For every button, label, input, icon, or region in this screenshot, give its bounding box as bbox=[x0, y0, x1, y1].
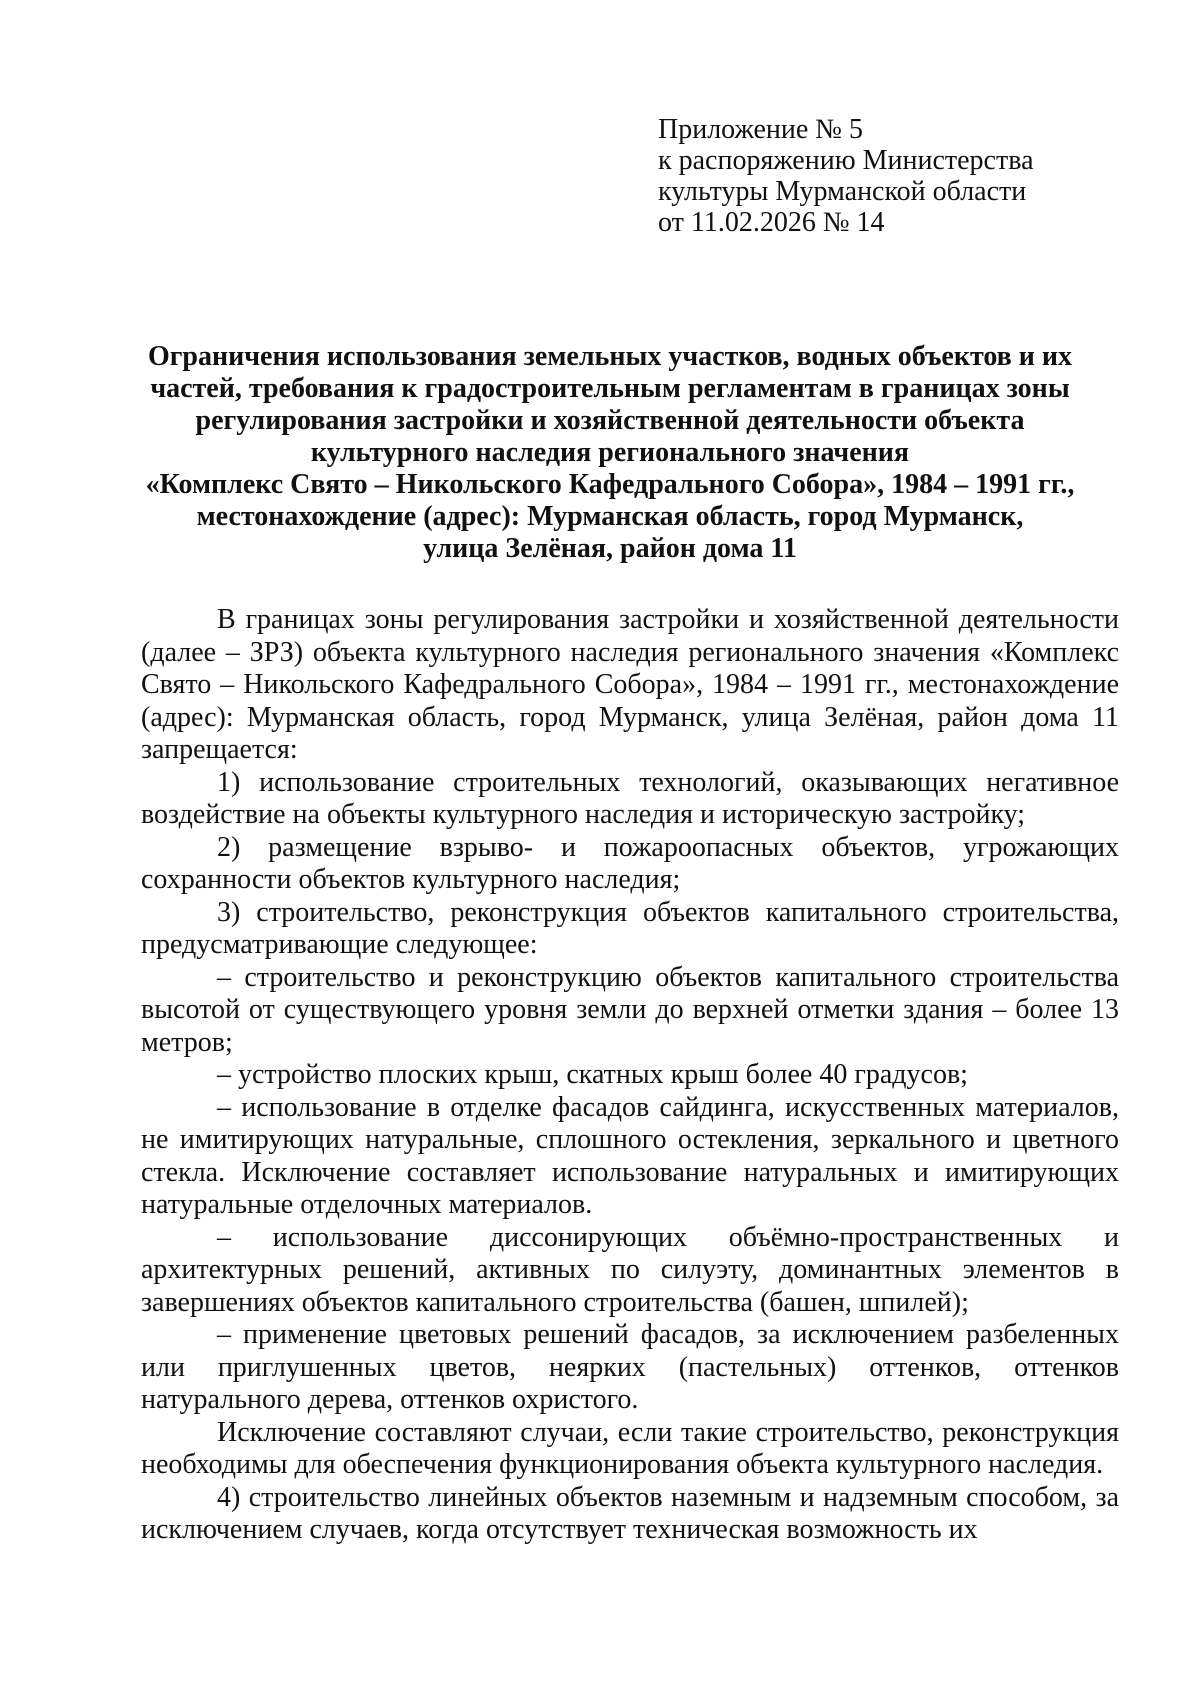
appendix-date-number: от 11.02.2026 № 14 bbox=[658, 207, 885, 238]
list-item-1: 1) использование строительных технологий, оказывающих негативное воздействие на объекты культурного наследия и историческую застройку; bbox=[141, 766, 1119, 830]
dash-item-dissonant-solutions: – использование диссонирующих объёмно-пространственных и архитектурных решений, активных по силуэту, доминантных элементов в завершениях объектов капитального строительства (башен, шпилей); bbox=[141, 1221, 1119, 1318]
title-line: местонахождение (адрес): Мурманская область, город Мурманск, bbox=[196, 501, 1024, 532]
title-line: улица Зелёная, район дома 11 bbox=[423, 533, 797, 564]
dash-item-height: – строительство и реконструкцию объектов капитального строительства высотой от существующего уровня земли до верхней отметки здания – более 13 метров; bbox=[141, 961, 1119, 1058]
appendix-number: Приложение № 5 bbox=[658, 114, 863, 145]
document-title bbox=[140, 341, 1080, 565]
title-line: частей, требования к градостроительным регламентам в границах зоны bbox=[150, 373, 1070, 404]
appendix-ministry: культуры Мурманской области bbox=[658, 176, 1027, 207]
exception-paragraph: Исключение составляют случаи, если такие строительство, реконструкция необходимы для обеспечения функционирования объекта культурного наследия. bbox=[141, 1416, 1119, 1480]
document-body bbox=[141, 604, 1119, 1547]
title-line: «Комплекс Свято – Никольского Кафедрального Собора», 1984 – 1991 гг., bbox=[145, 469, 1075, 500]
title-line: культурного наследия регионального значения bbox=[310, 437, 910, 468]
list-item-2: 2) размещение взрыво- и пожароопасных объектов, угрожающих сохранности объектов культурного наследия; bbox=[141, 831, 1119, 895]
list-item-3: 3) строительство, реконструкция объектов капитального строительства, предусматривающие следующее: bbox=[141, 896, 1119, 960]
appendix-order-ref: к распоряжению Министерства bbox=[658, 145, 1034, 176]
list-item-4: 4) строительство линейных объектов наземным и надземным способом, за исключением случаев, когда отсутствует техническая возможность их bbox=[141, 1481, 1119, 1545]
title-line: регулирования застройки и хозяйственной деятельности объекта bbox=[195, 405, 1025, 436]
dash-item-facade-colors: – применение цветовых решений фасадов, за исключением разбеленных или приглушенных цветов, неярких (пастельных) оттенков, оттенков натурального дерева, оттенков охристого. bbox=[141, 1319, 1119, 1415]
dash-item-facade-materials: – использование в отделке фасадов сайдинга, искусственных материалов, не имитирующих натуральные, сплошного остекления, зеркального и цветного стекла. Исключение составляет использование натуральных и имитирующих натуральные отделочных материалов. bbox=[141, 1091, 1119, 1220]
intro-paragraph: В границах зоны регулирования застройки и хозяйственной деятельности (далее – ЗРЗ) объекта культурного наследия регионального значения «Комплекс Свято – Никольского Кафедрального Собора», 1984 – 1991 гг., местонахождение (адрес): Мурманская область, город Мурманск, улица Зелёная, район дома 11 запрещается: bbox=[141, 604, 1119, 765]
title-line: Ограничения использования земельных участков, водных объектов и их bbox=[147, 341, 1073, 372]
dash-item-roofs: – устройство плоских крыш, скатных крыш более 40 градусов; bbox=[217, 1059, 968, 1090]
appendix-header bbox=[658, 114, 1138, 238]
